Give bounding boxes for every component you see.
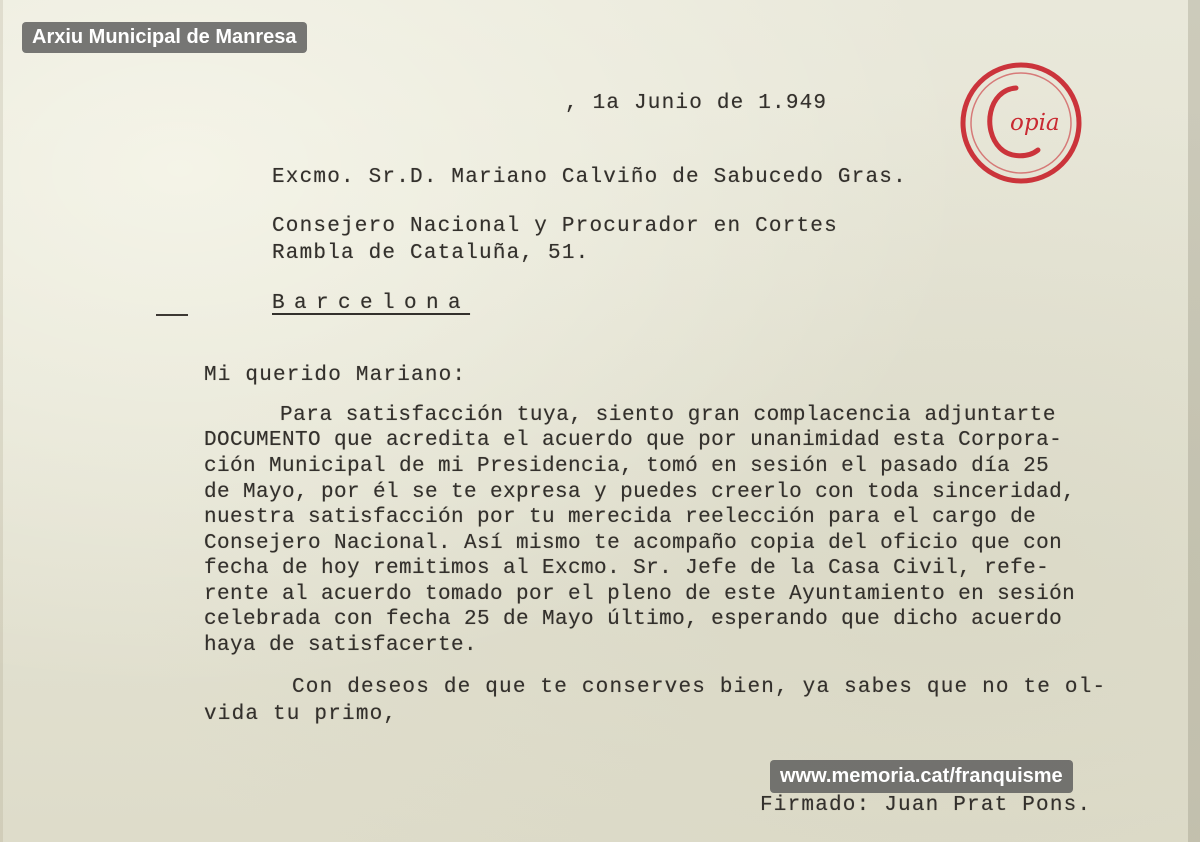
city: Barcelona [272, 292, 471, 315]
body-line-4: de Mayo, por él se te expresa y puedes creerlo con toda sinceridad, [204, 481, 1076, 504]
letter-date: , 1a Junio de 1.949 [565, 92, 828, 115]
body-line-6: Consejero Nacional. Así mismo te acompaño copia del oficio que con [204, 532, 1063, 555]
signature: Firmado: Juan Prat Pons. [760, 794, 1092, 817]
body-line-9: celebrada con fecha 25 de Mayo último, esperando que dicho acuerdo [204, 608, 1063, 631]
body-line-2: DOCUMENTO que acredita el acuerdo que por unanimidad esta Corpora- [204, 429, 1063, 452]
website-watermark: www.memoria.cat/franquisme [770, 760, 1073, 793]
recipient-line-2: Consejero Nacional y Procurador en Cortes [272, 215, 838, 238]
body-line-5: nuestra satisfacción por tu merecida reelección para el cargo de [204, 506, 1037, 529]
body-line-10: haya de satisfacerte. [204, 634, 478, 657]
body-line-7: fecha de hoy remitimos al Excmo. Sr. Jefe de la Casa Civil, refe- [204, 557, 1050, 580]
salutation: Mi querido Mariano: [204, 364, 467, 387]
left-edge-shadow [0, 0, 3, 842]
stamp-label: opia [1010, 110, 1060, 136]
right-edge-shadow [1188, 0, 1200, 842]
body-line-1: Para satisfacción tuya, siento gran complacencia adjuntarte [280, 404, 1056, 427]
body-line-3: ción Municipal de mi Presidencia, tomó en sesión el pasado día 25 [204, 455, 1050, 478]
body-line-8: rente al acuerdo tomado por el pleno de este Ayuntamiento en sesión [204, 583, 1076, 606]
city-dash [156, 314, 188, 316]
recipient-line-3: Rambla de Cataluña, 51. [272, 242, 590, 265]
closing-line-1: Con deseos de que te conserves bien, ya sabes que no te ol- [292, 676, 1107, 699]
closing-line-2: vida tu primo, [204, 703, 398, 726]
archive-watermark: Arxiu Municipal de Manresa [22, 22, 307, 53]
copia-stamp [958, 60, 1084, 186]
recipient-line-1: Excmo. Sr.D. Mariano Calviño de Sabucedo Gras. [272, 166, 907, 189]
